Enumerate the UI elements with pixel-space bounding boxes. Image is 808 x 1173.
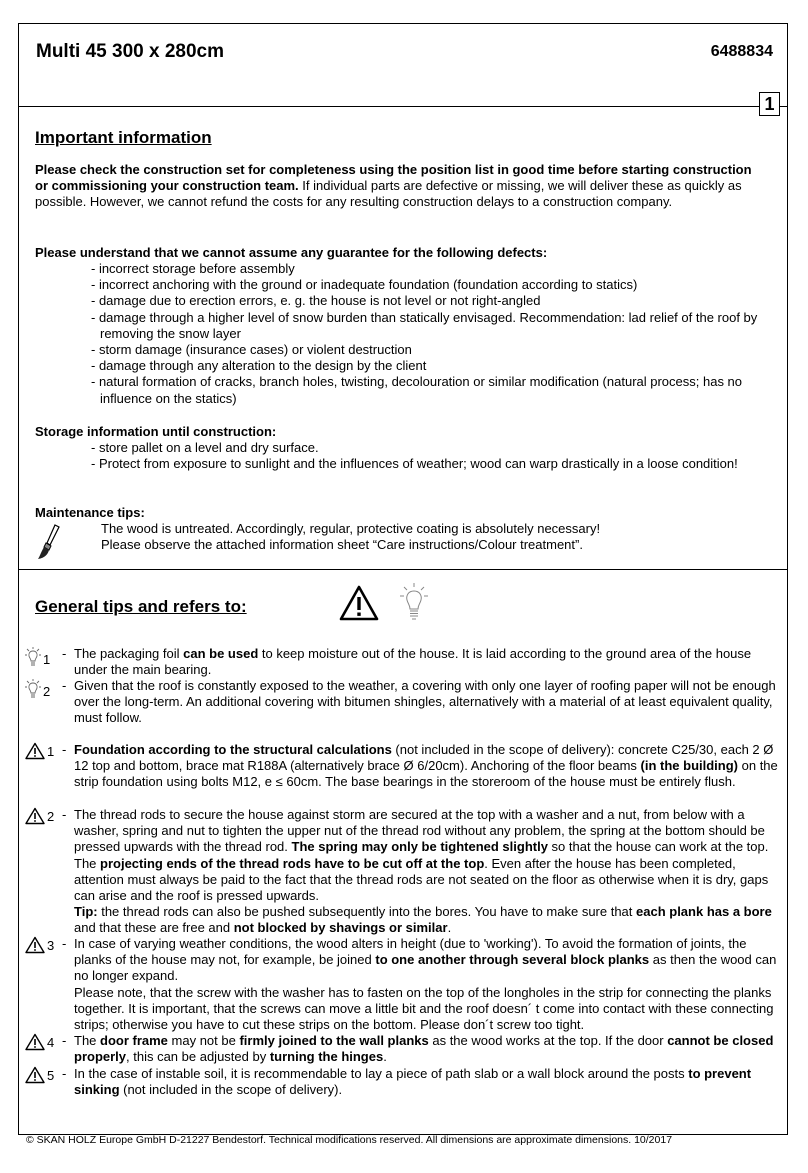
tip-text-run: Please note, that the screw with the washer has to fasten on the top of the longholes in the strip for connecting the planks together. It is important, that the screws can move a little bit and the roof doesn´ t come into contact with these connecting strips; otherwise you have to cut these strips on the bottom. Please don´t screw too tight. bbox=[74, 984, 774, 1033]
storage-heading: Storage information until construction: bbox=[35, 424, 277, 439]
tip-text bbox=[74, 1066, 781, 1098]
tip-text-run: may not be bbox=[167, 1033, 240, 1048]
document-frame bbox=[18, 23, 788, 1135]
tip-text bbox=[74, 1033, 781, 1065]
tip-text-run: . bbox=[383, 1049, 387, 1065]
guarantee-item: - incorrect storage before assembly bbox=[91, 261, 295, 276]
tip-marker bbox=[25, 678, 50, 700]
tip-text-run: and that these are free and bbox=[74, 920, 234, 936]
storage-item: - Protect from exposure to sunlight and the influences of weather; wood can warp drastically in a loose condition! bbox=[91, 456, 738, 472]
tip-text-run: . bbox=[447, 920, 452, 936]
tip-text-run: projecting ends of the thread rods have to be cut off at the top bbox=[100, 855, 485, 871]
tip-text-run: , this can be adjusted by bbox=[126, 1049, 270, 1065]
guarantee-item: - damage through any alteration to the design by the client bbox=[91, 358, 427, 374]
warning-triangle-icon bbox=[25, 807, 45, 825]
tip-text bbox=[74, 936, 781, 1033]
paintbrush-icon bbox=[33, 523, 63, 561]
tip-dash: - bbox=[62, 807, 67, 822]
lightbulb-icon bbox=[25, 678, 41, 700]
tip-text-run: Foundation according to the structural calculations bbox=[74, 742, 392, 757]
tip-number: 1 bbox=[47, 743, 55, 759]
tip-text-run: Tip: bbox=[74, 904, 98, 920]
article-number: 6488834 bbox=[710, 43, 773, 60]
tip-text-run: cannot be closed properly bbox=[74, 1033, 774, 1065]
tip-text-run: the thread rods can also be pushed subsequently into the bores. You have to make sure that bbox=[97, 904, 637, 920]
tip-text-run: Given that the roof is constantly exposed to the weather, a covering with only one layer of roofing paper will not be enough over the long-term. An additional covering with bitumen shingles, alternatively with a material of at least equivalent quality, must follow. bbox=[74, 678, 776, 726]
tip-text bbox=[74, 807, 781, 937]
intro-rest: If individual parts are defective or missing, we will deliver these as quickly as possible. However, we cannot refund the costs for any resulting construction delays to a construction company. bbox=[35, 178, 742, 210]
tip-number: 5 bbox=[47, 1067, 55, 1083]
tip-text-run: on the strip foundation using bolts M12, e ≤ 60cm. The base bearings in the storeroom of the house must be entirely flush. bbox=[74, 758, 778, 790]
document-header bbox=[19, 24, 787, 107]
tip-text-run: so that the house can work at the top. The bbox=[74, 839, 769, 871]
tip-text-run: In case of varying weather conditions, the wood alters in height (due to 'working'). To avoid the formation of joints, the planks of the house may not, for example, be joined bbox=[74, 936, 747, 968]
tip-marker bbox=[25, 646, 50, 668]
guarantee-list bbox=[91, 261, 771, 407]
tip-text-run: turning the hinges bbox=[269, 1049, 384, 1065]
warning-triangle-icon bbox=[25, 936, 45, 954]
guarantee-item: - damage due to erection errors, e. g. the house is not level or not right-angled bbox=[91, 293, 541, 309]
tip-text-run: not blocked by shavings or similar bbox=[233, 920, 448, 936]
tip-dash: - bbox=[62, 646, 67, 661]
guarantee-item: - incorrect anchoring with the ground or inadequate foundation (foundation according to statics) bbox=[91, 277, 638, 293]
tip-text-run: as then the wood can no longer expand. bbox=[74, 952, 777, 984]
tip-text-run: to prevent sinking bbox=[74, 1066, 752, 1098]
warning-triangle-icon bbox=[339, 585, 379, 621]
tip-text-run: (in the building) bbox=[640, 758, 739, 774]
guarantee-item: - damage through a higher level of snow burden than statically envisaged. Recommendation: lad relief of the roof by removing the snow layer bbox=[91, 309, 758, 341]
tip-text-run: (not included in the scope of delivery): concrete C25/30, each 2 Ø 12 top and bottom, brace mat R188A (alternatively brace Ø 6/20cm). Anchoring of the floor beams bbox=[74, 742, 774, 774]
maintenance-heading: Maintenance tips: bbox=[35, 505, 145, 520]
tip-text-run: as the wood works at the top. If the door bbox=[428, 1033, 668, 1048]
tip-text-run: In the case of instable soil, it is recommendable to lay a piece of path slab or a wall block around the posts bbox=[74, 1066, 689, 1081]
tip-number: 2 bbox=[43, 683, 51, 699]
lightbulb-icon bbox=[25, 646, 41, 668]
tip-text-run: firmly joined to the wall planks bbox=[239, 1033, 429, 1048]
product-title: Multi 45 300 x 280cm bbox=[36, 41, 224, 62]
tip-marker bbox=[25, 1033, 54, 1051]
maintenance-line: The wood is untreated. Accordingly, regular, protective coating is absolutely necessary! bbox=[101, 521, 601, 536]
tip-text-run: The spring may only be tightened slightly bbox=[291, 839, 548, 855]
general-tips-heading: General tips and refers to: bbox=[35, 597, 247, 616]
tip-number: 3 bbox=[47, 937, 55, 953]
tip-dash: - bbox=[62, 1066, 67, 1081]
tip-number: 1 bbox=[43, 651, 51, 667]
tip-dash: - bbox=[62, 678, 67, 693]
tip-dash: - bbox=[62, 1033, 67, 1048]
tip-number: 4 bbox=[47, 1034, 55, 1050]
tip-marker bbox=[25, 936, 54, 954]
tip-text-run: The bbox=[74, 1033, 101, 1048]
storage-item: - store pallet on a level and dry surface. bbox=[91, 440, 319, 455]
tip-text bbox=[74, 742, 781, 791]
guarantee-item: - natural formation of cracks, branch holes, twisting, decolouration or similar modification (natural process; has no influence on the statics) bbox=[91, 374, 743, 406]
tip-dash: - bbox=[62, 936, 67, 951]
tip-text-run: . Even after the house has been completed, attention must always be paid to the fact that the thread rods are not seated on the floor as otherwise when it is dry, gaps can arise and the roof is pressed upwards. bbox=[74, 855, 769, 904]
tip-text-run: can be used bbox=[183, 646, 259, 661]
storage-list bbox=[91, 440, 771, 472]
important-heading: Important information bbox=[35, 128, 212, 147]
tip-text-run: The packaging foil bbox=[74, 646, 184, 661]
maintenance-line: Please observe the attached information sheet “Care instructions/Colour treatment”. bbox=[101, 537, 583, 552]
guarantee-heading: Please understand that we cannot assume any guarantee for the following defects: bbox=[35, 245, 548, 260]
tip-text-run: The thread rods to secure the house against storm are secured at the top with a washer and a nut, from below with a washer, spring and nut to tighten the upper nut of the thread rod without any problem, the spring at the bottom should be pressed upwards with the thread rod. bbox=[74, 807, 765, 855]
intro-bold: Please check the construction set for completeness using the position list in good time before starting construction or commissioning your construction team. bbox=[35, 162, 752, 194]
tip-text bbox=[74, 646, 781, 678]
tip-text-run: each plank has a bore bbox=[636, 904, 772, 920]
important-information-section bbox=[19, 107, 787, 570]
intro-paragraph bbox=[35, 162, 765, 211]
tip-marker bbox=[25, 807, 54, 825]
warning-triangle-icon bbox=[25, 742, 45, 760]
warning-triangle-icon bbox=[25, 1066, 45, 1084]
guarantee-item: - storm damage (insurance cases) or violent destruction bbox=[91, 342, 412, 358]
tip-number: 2 bbox=[47, 808, 55, 824]
tip-text-run: to one another through several block planks bbox=[375, 952, 650, 968]
tip-text-run: (not included in the scope of delivery). bbox=[119, 1082, 343, 1098]
tip-dash: - bbox=[62, 742, 67, 757]
lightbulb-icon bbox=[399, 581, 429, 625]
tip-text bbox=[74, 678, 781, 727]
tip-text-run: door frame bbox=[100, 1033, 168, 1048]
page-number: 1 bbox=[759, 92, 780, 116]
tip-marker bbox=[25, 742, 54, 760]
warning-triangle-icon bbox=[25, 1033, 45, 1051]
tip-marker bbox=[25, 1066, 54, 1084]
tip-text-run: to keep moisture out of the house. It is laid according to the ground area of the house under the main bearing. bbox=[74, 646, 752, 678]
footer-copyright: © SKAN HOLZ Europe GmbH D-21227 Bendestorf. Technical modifications reserved. All dimensions are approximate dimensions. 10/2017 bbox=[26, 1134, 673, 1146]
